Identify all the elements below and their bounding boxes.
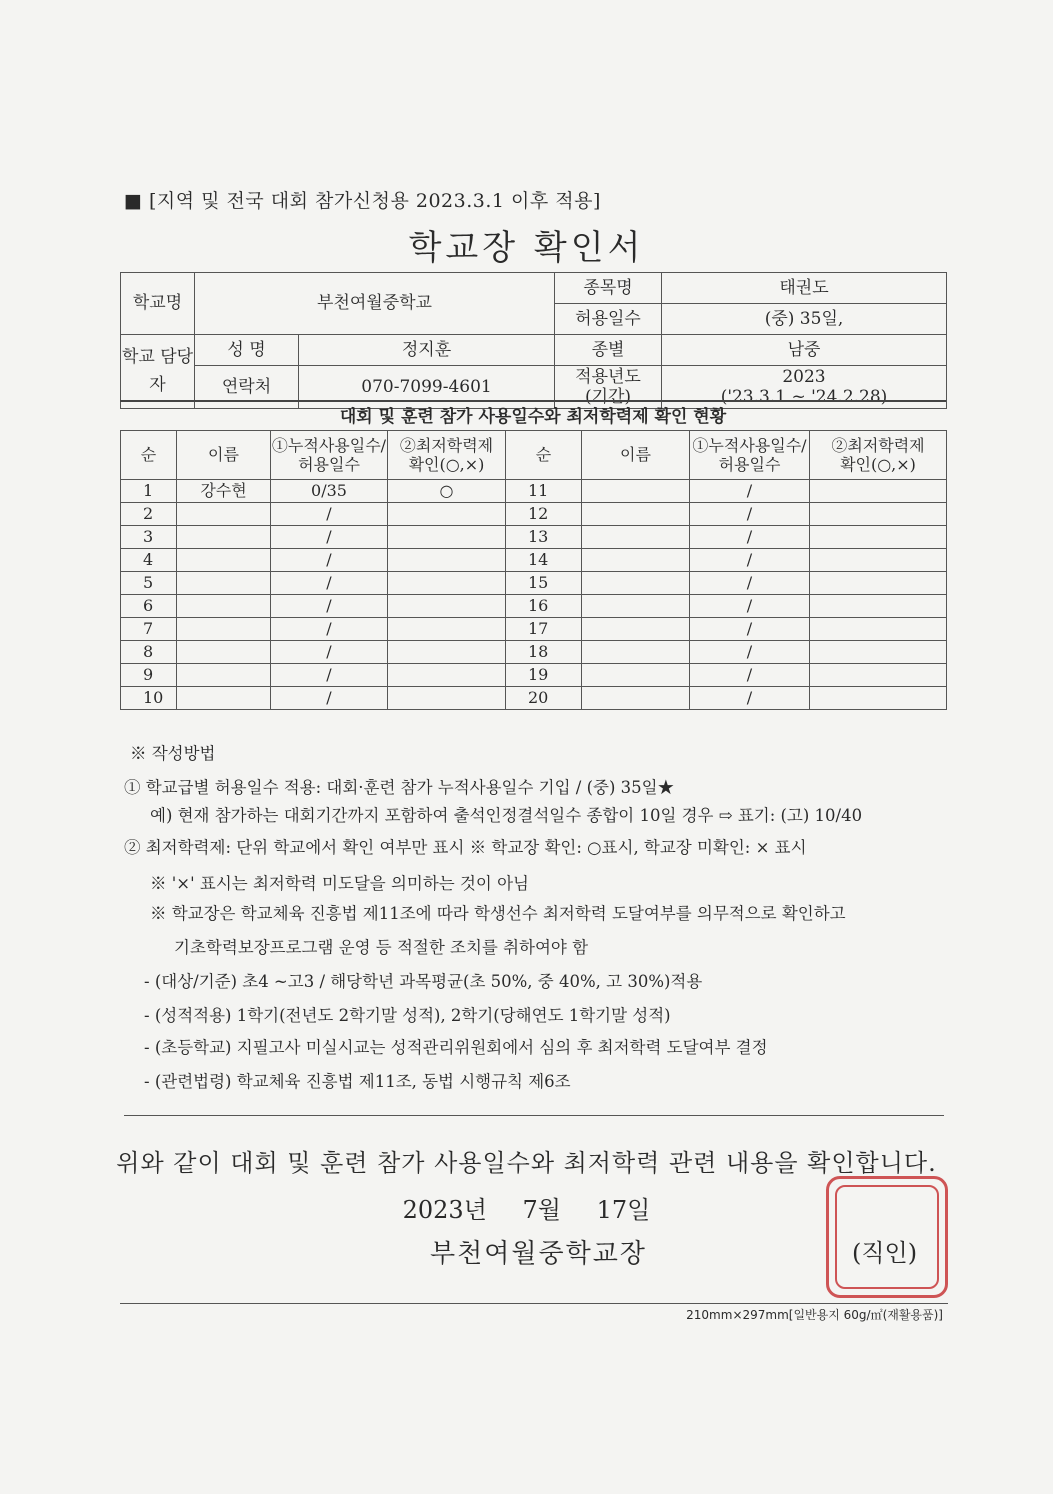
roster-check-cell bbox=[388, 503, 506, 526]
table-row bbox=[121, 549, 947, 572]
roster-name-cell bbox=[177, 572, 271, 595]
roster-no-cell: 6 bbox=[121, 595, 177, 618]
roster-check-cell bbox=[810, 595, 947, 618]
seal-label: (직인) bbox=[852, 1239, 918, 1267]
roster-days-cell: / bbox=[690, 664, 810, 687]
col-name-right: 이름 bbox=[582, 431, 690, 480]
col-check-right bbox=[810, 431, 947, 480]
roster-check-cell bbox=[810, 641, 947, 664]
roster-name-cell bbox=[177, 641, 271, 664]
roster-check-cell bbox=[388, 687, 506, 710]
roster-name-cell bbox=[582, 664, 690, 687]
roster-name-cell bbox=[177, 549, 271, 572]
roster-name-cell bbox=[582, 572, 690, 595]
roster-days-cell: / bbox=[271, 664, 388, 687]
roster-name-cell bbox=[582, 687, 690, 710]
roster-name-cell: 강수현 bbox=[177, 480, 271, 503]
col-days-right bbox=[690, 431, 810, 480]
roster-days-cell: / bbox=[271, 641, 388, 664]
guide-item: - (초등학교) 지필고사 미실시교는 성적관리위원회에서 심의 후 최저학력 도달여부 결정 bbox=[144, 1038, 768, 1057]
divider-line bbox=[124, 1115, 944, 1116]
apply-year-label-line1: 적용년도 bbox=[575, 366, 641, 387]
guide-item: - (성적적용) 1학기(전년도 2학기말 성적), 2학기(당해연도 1학기말 성적) bbox=[144, 1006, 671, 1025]
roster-name-cell bbox=[582, 549, 690, 572]
guide-item: - (관련법령) 학교체육 진흥법 제11조, 동법 시행규칙 제6조 bbox=[144, 1072, 571, 1091]
roster-days-cell: / bbox=[690, 480, 810, 503]
table-row bbox=[121, 641, 947, 664]
roster-name-cell bbox=[177, 526, 271, 549]
guide-item: ① 학교급별 허용일수 적용: 대회·훈련 참가 누적사용일수 기입 / (중) 35일★ bbox=[124, 778, 675, 797]
roster-days-cell: / bbox=[271, 503, 388, 526]
roster-days-cell: / bbox=[690, 641, 810, 664]
contact-value: 070-7099-4601 bbox=[299, 366, 555, 409]
col-check-line2: 확인(○,×) bbox=[840, 455, 916, 474]
col-no-right: 순 bbox=[506, 431, 582, 480]
date-year: 2023년 bbox=[402, 1196, 487, 1224]
roster-days-cell: / bbox=[271, 687, 388, 710]
guide-item: 기초학력보장프로그램 운영 등 적절한 조치를 취하여야 함 bbox=[174, 938, 589, 957]
roster-check-cell bbox=[388, 618, 506, 641]
roster-days-cell: / bbox=[271, 595, 388, 618]
roster-check-cell bbox=[388, 664, 506, 687]
roster-name-cell bbox=[177, 503, 271, 526]
roster-days-cell: / bbox=[690, 687, 810, 710]
roster-days-cell: 0/35 bbox=[271, 480, 388, 503]
apply-period: ('23.3.1 ~ '24.2.28) bbox=[720, 387, 888, 407]
roster-no-cell: 5 bbox=[121, 572, 177, 595]
roster-no-cell: 19 bbox=[506, 664, 582, 687]
roster-check-cell bbox=[388, 641, 506, 664]
document-title: 학교장 확인서 bbox=[408, 228, 645, 268]
roster-check-cell bbox=[388, 595, 506, 618]
roster-no-cell: 7 bbox=[121, 618, 177, 641]
roster-name-cell bbox=[177, 595, 271, 618]
roster-no-cell: 10 bbox=[121, 687, 177, 710]
roster-name-cell bbox=[582, 618, 690, 641]
guide-item: ※ 학교장은 학교체육 진흥법 제11조에 따라 학생선수 최저학력 도달여부를 의무적으로 확인하고 bbox=[150, 904, 846, 923]
roster-no-cell: 20 bbox=[506, 687, 582, 710]
table-row bbox=[121, 526, 947, 549]
roster-no-cell: 2 bbox=[121, 503, 177, 526]
col-check-line1: ②최저학력제 bbox=[831, 435, 925, 455]
col-days-left bbox=[271, 431, 388, 480]
allowed-days-label: 허용일수 bbox=[555, 304, 662, 335]
category-value: 남중 bbox=[662, 335, 947, 366]
roster-days-cell: / bbox=[690, 503, 810, 526]
roster-name-cell bbox=[177, 618, 271, 641]
col-check-line1: ②최저학력제 bbox=[399, 435, 494, 455]
roster-days-cell: / bbox=[271, 618, 388, 641]
table-row bbox=[121, 503, 947, 526]
roster-name-cell bbox=[582, 480, 690, 503]
apply-year-label-line2: (기간) bbox=[584, 387, 632, 407]
confirmation-statement: 위와 같이 대회 및 훈련 참가 사용일수와 최저학력 관련 내용을 확인합니다. bbox=[116, 1149, 937, 1177]
roster-days-cell: / bbox=[690, 549, 810, 572]
roster-no-cell: 8 bbox=[121, 641, 177, 664]
col-name-left: 이름 bbox=[177, 431, 271, 480]
col-check-line2: 확인(○,×) bbox=[408, 455, 485, 474]
table-row bbox=[121, 687, 947, 710]
roster-name-cell bbox=[177, 687, 271, 710]
date-day: 17일 bbox=[596, 1196, 651, 1224]
school-name-value: 부천여월중학교 bbox=[195, 273, 555, 335]
roster-check-cell bbox=[388, 526, 506, 549]
manager-name-value: 정지훈 bbox=[299, 335, 555, 366]
roster-name-cell bbox=[582, 595, 690, 618]
col-check-left bbox=[388, 431, 506, 480]
roster-no-cell: 15 bbox=[506, 572, 582, 595]
roster-no-cell: 9 bbox=[121, 664, 177, 687]
guide-item: - (대상/기준) 초4 ~고3 / 해당학년 과목평균(초 50%, 중 40%, 고 30%)적용 bbox=[144, 972, 703, 991]
roster-name-cell bbox=[582, 641, 690, 664]
guide-heading: ※ 작성방법 bbox=[130, 744, 216, 763]
event-label: 종목명 bbox=[555, 273, 662, 304]
table-row bbox=[121, 595, 947, 618]
roster-name-cell bbox=[177, 664, 271, 687]
roster-no-cell: 3 bbox=[121, 526, 177, 549]
col-no-left: 순 bbox=[121, 431, 177, 480]
roster-no-cell: 18 bbox=[506, 641, 582, 664]
roster-days-cell: / bbox=[690, 526, 810, 549]
roster-days-cell: / bbox=[690, 618, 810, 641]
form-usage-tag: ■ [지역 및 전국 대회 참가신청용 2023.3.1 이후 적용] bbox=[124, 190, 601, 212]
roster-check-cell bbox=[388, 572, 506, 595]
roster-check-cell bbox=[810, 480, 947, 503]
roster-no-cell: 12 bbox=[506, 503, 582, 526]
roster-check-cell bbox=[810, 503, 947, 526]
roster-days-cell: / bbox=[271, 572, 388, 595]
roster-check-cell bbox=[810, 687, 947, 710]
roster-days-cell: / bbox=[690, 595, 810, 618]
principal-title: 부천여월중학교장 bbox=[430, 1239, 647, 1269]
apply-year: 2023 bbox=[782, 366, 826, 387]
roster-check-cell bbox=[810, 526, 947, 549]
roster-check-cell bbox=[810, 572, 947, 595]
paper-spec-footer: 210mm×297mm[일반용지 60g/㎡(재활용품)] bbox=[686, 1308, 943, 1322]
category-label: 종별 bbox=[555, 335, 662, 366]
roster-check-cell bbox=[388, 549, 506, 572]
roster-no-cell: 1 bbox=[121, 480, 177, 503]
roster-header-row bbox=[121, 431, 947, 480]
guide-item: ※ '×' 표시는 최저학력 미도달을 의미하는 것이 아님 bbox=[150, 874, 529, 893]
manager-name-label: 성 명 bbox=[195, 335, 299, 366]
roster-no-cell: 13 bbox=[506, 526, 582, 549]
event-value: 태권도 bbox=[662, 273, 947, 304]
col-days-line2: 허용일수 bbox=[718, 455, 781, 474]
footer-divider bbox=[120, 1303, 948, 1304]
manager-label: 학교 담당자 bbox=[121, 335, 195, 409]
contact-label: 연락처 bbox=[195, 366, 299, 409]
school-name-label: 학교명 bbox=[121, 273, 195, 335]
guide-item: ② 최저학력제: 단위 학교에서 확인 여부만 표시 ※ 학교장 확인: ○표시, 학교장 미확인: × 표시 bbox=[124, 838, 807, 857]
table-row bbox=[121, 618, 947, 641]
roster-check-cell bbox=[810, 664, 947, 687]
table-row bbox=[121, 572, 947, 595]
roster-no-cell: 17 bbox=[506, 618, 582, 641]
roster-no-cell: 16 bbox=[506, 595, 582, 618]
roster-check-cell: ○ bbox=[388, 480, 506, 503]
roster-check-cell bbox=[810, 549, 947, 572]
roster-days-cell: / bbox=[271, 526, 388, 549]
roster-no-cell: 11 bbox=[506, 480, 582, 503]
roster-name-cell bbox=[582, 526, 690, 549]
student-roster-table bbox=[120, 430, 947, 710]
date-month: 7월 bbox=[522, 1196, 561, 1224]
roster-days-cell: / bbox=[690, 572, 810, 595]
roster-days-cell: / bbox=[271, 549, 388, 572]
roster-no-cell: 4 bbox=[121, 549, 177, 572]
school-info-table bbox=[120, 272, 947, 409]
roster-check-cell bbox=[810, 618, 947, 641]
table-row bbox=[121, 480, 947, 503]
table-row bbox=[121, 664, 947, 687]
guide-item: 예) 현재 참가하는 대회기간까지 포함하여 출석인정결석일수 종합이 10일 경우 ⇨ 표기: (고) 10/40 bbox=[150, 806, 863, 825]
allowed-days-value: (중) 35일, bbox=[662, 304, 947, 335]
status-section-title: 대회 및 훈련 참가 사용일수와 최저학력제 확인 현황 bbox=[120, 400, 946, 432]
col-days-line2: 허용일수 bbox=[298, 455, 360, 474]
col-days-line1: ①누적사용일수/ bbox=[692, 435, 807, 455]
col-days-line1: ①누적사용일수/ bbox=[271, 435, 387, 455]
roster-no-cell: 14 bbox=[506, 549, 582, 572]
roster-name-cell bbox=[582, 503, 690, 526]
